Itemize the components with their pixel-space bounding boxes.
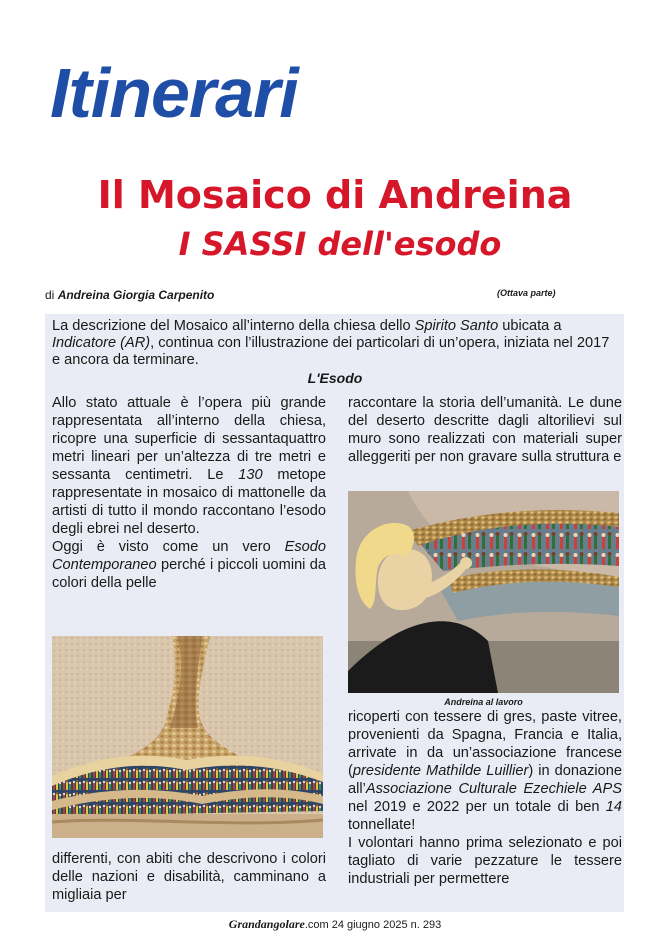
column-right-bottom [348, 708, 622, 888]
column-left-top [52, 394, 326, 592]
paragraph: Allo stato attuale è l’opera più grande rappresentata all’interno della chiesa, ricopre una superficie di sessantaquattro metri lineari per un’altezza di tre metri e sessanta centimetri. Le 130 metope rappresentate in mosaico di mattonelle da artisti di tutto il mondo raccontano l’esodo degli ebrei nel deserto. [52, 395, 327, 537]
article-intro: La descrizione del Mosaico all’interno della chiesa dello Spirito Santo ubicata a Indicatore (AR), continua con l’illustrazione dei particolari di un’opera, iniziata nel 2017 e ancora da terminare. [52, 318, 610, 368]
paragraph: I volontari hanno prima selezionato e poi tagliato di varie pezzature le tessere industriali per permettere [348, 835, 622, 887]
paragraph: raccontare la storia dell’umanità. Le dune del deserto descritte dagli altorilievi sul muro sono realizzati con materiali super alleggeriti per non gravare sulla struttura e [348, 395, 622, 465]
page-footer [0, 917, 670, 932]
footer-issue: .com 24 giugno 2025 n. 293 [304, 919, 442, 931]
paragraph: differenti, con abiti che descrivono i colori delle nazioni e disabilità, camminano a migliaia per [52, 851, 326, 903]
byline-prefix: di [45, 288, 55, 302]
chapter-title: L'Esodo [307, 370, 363, 386]
article-subtitle: I SASSI dell'esodo [178, 225, 502, 263]
column-right-top [348, 394, 622, 466]
footer-brand: Grandangolare [228, 917, 305, 931]
section-title: Itinerari [50, 54, 298, 132]
paragraph: ricoperti con tessere di gres, paste vitree, provenienti da Spagna, Francia e Italia, arrivate in da un’associazione francese (presidente Mathilde Luillier) in donazione all’Associazione Culturale Ezechiele APS nel 2019 e 2022 per un totale di ben 14 tonnellate! [348, 709, 622, 833]
mosaic-tree-image [52, 636, 323, 838]
author-name: Andreina Giorgia Carpenito [57, 288, 215, 302]
image-caption: Andreina al lavoro [444, 697, 523, 707]
article-title: Il Mosaico di Andreina [97, 173, 573, 217]
byline [45, 288, 214, 302]
paragraph: Oggi è visto come un vero Esodo Contemporaneo perché i piccoli uomini da colori della pelle [52, 539, 326, 591]
artist-at-work-photo [348, 491, 619, 693]
column-left-bottom [52, 850, 326, 904]
article-part: (Ottava parte) [497, 288, 556, 298]
